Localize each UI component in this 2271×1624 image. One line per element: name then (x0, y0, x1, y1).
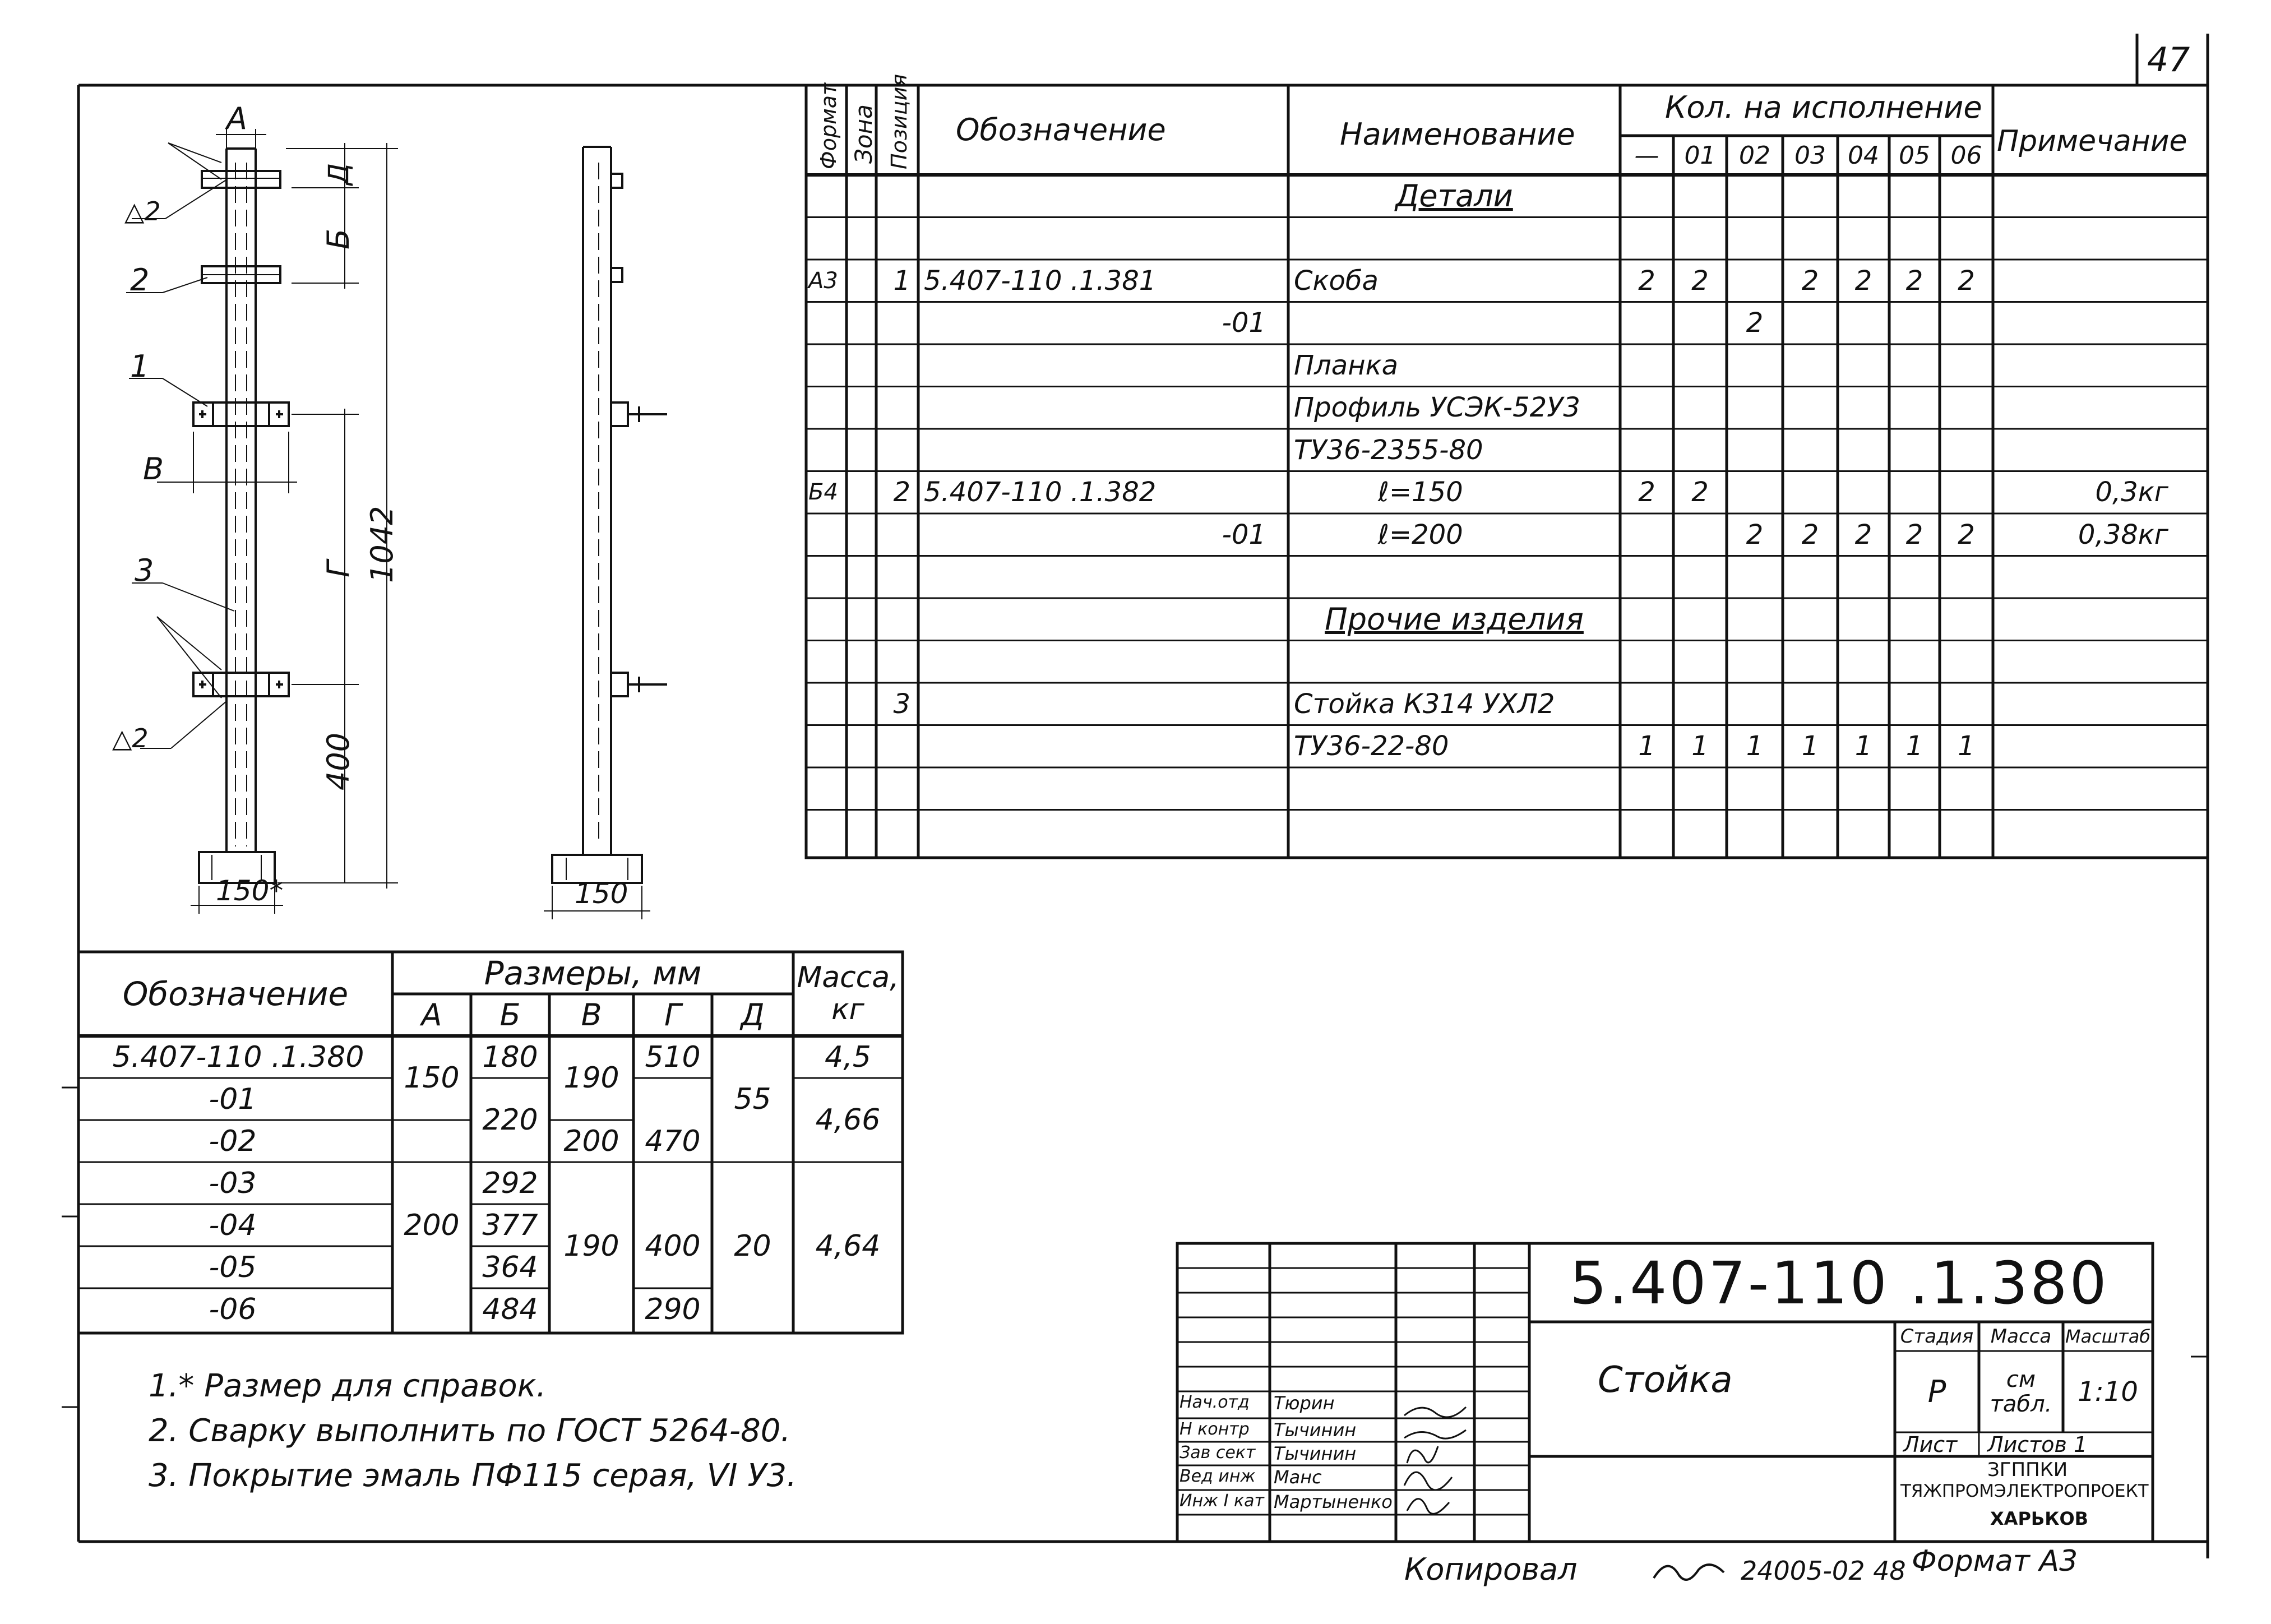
dim-B: 220 (482, 1103, 538, 1137)
spec-qty (1727, 429, 1783, 471)
spec-qty (1727, 598, 1783, 641)
spec-qty (1889, 387, 1940, 429)
spec-section-title: Прочие изделия (1325, 602, 1584, 637)
spec-qty (1783, 218, 1838, 260)
dim-mass: 4,66 (815, 1103, 881, 1137)
dim-V: 190 (563, 1229, 619, 1263)
spec-qty (1673, 344, 1727, 387)
spec-name: ℓ=150 (1378, 476, 1463, 508)
spec-qty (1940, 683, 1993, 725)
spec-qty (1727, 810, 1783, 853)
dim-G: 470 (645, 1124, 701, 1158)
spec-qty (1940, 767, 1993, 810)
spec-qty: 2 (1801, 519, 1819, 550)
spec-qty (1727, 556, 1783, 599)
staff-role: Зав сект (1180, 1443, 1256, 1463)
spec-qty (1838, 641, 1889, 683)
spec-qty (1783, 641, 1838, 683)
spec-qty (1940, 302, 1993, 345)
spec-qty: 2 (1801, 265, 1819, 297)
spec-qty (1673, 302, 1727, 345)
spec-qty (1783, 810, 1838, 853)
spec-name: Скоба (1294, 265, 1379, 297)
spec-qty (1673, 175, 1727, 218)
spec-qty (1673, 429, 1727, 471)
spec-qty (1889, 175, 1940, 218)
spec-qty (1940, 471, 1993, 514)
spec-qty (1889, 344, 1940, 387)
spec-note (1993, 725, 2208, 768)
spec-qty: 2 (1905, 265, 1923, 297)
dim-col-header: А (421, 997, 442, 1033)
org-line-1: ЗГППКИ (1987, 1459, 2068, 1481)
spec-format (806, 810, 847, 853)
spec-position (876, 513, 918, 556)
spec-qty: 2 (1746, 307, 1764, 339)
spec-qty (1620, 513, 1673, 556)
spec-qty: 2 (1746, 519, 1764, 550)
spec-note (1993, 344, 2208, 387)
spec-format: А3 (808, 267, 838, 294)
spec-qty (1727, 641, 1783, 683)
staff-name: Манс (1274, 1466, 1322, 1488)
spec-note (1993, 767, 2208, 810)
spec-designation (918, 218, 1288, 260)
spec-qty (1620, 429, 1673, 471)
dim-header-mass: Масса, кг (797, 960, 899, 1026)
label-pos-3: 3 (135, 553, 154, 588)
spec-qty (1620, 810, 1673, 853)
page-number: 47 (2147, 40, 2190, 80)
header-qty-group: Кол. на исполнение (1665, 90, 1982, 125)
dim-B: 364 (482, 1250, 538, 1284)
spec-format (806, 387, 847, 429)
spec-qty (1727, 471, 1783, 514)
label-base-front: 150* (216, 875, 284, 907)
staff-name: Мартыненко (1274, 1491, 1393, 1512)
spec-qty (1727, 387, 1783, 429)
spec-name (1288, 641, 1620, 683)
spec-qty: 2 (1854, 265, 1872, 297)
weld-symbol-top: △2 (124, 196, 161, 226)
spec-qty (1940, 387, 1993, 429)
spec-note (1993, 260, 2208, 302)
spec-qty (1940, 344, 1993, 387)
spec-qty (1620, 302, 1673, 345)
staff-name: Тычинин (1274, 1419, 1357, 1441)
dim-col-header: Г (664, 997, 682, 1033)
spec-name (1288, 810, 1620, 853)
spec-qty (1783, 598, 1838, 641)
spec-designation (918, 556, 1288, 599)
spec-qty (1889, 810, 1940, 853)
spec-designation: 5.407-110 .1.381 (924, 265, 1157, 297)
spec-qty (1889, 641, 1940, 683)
staff-role: Вед инж (1180, 1466, 1256, 1486)
spec-qty (1838, 810, 1889, 853)
spec-note: 0,38кг (2078, 519, 2168, 550)
spec-name: Планка (1294, 349, 1398, 381)
spec-qty (1620, 641, 1673, 683)
dim-col-header: В (581, 997, 602, 1033)
spec-qty (1620, 344, 1673, 387)
spec-position (876, 302, 918, 345)
spec-position (876, 556, 918, 599)
dim-designation: -03 (209, 1166, 257, 1200)
spec-qty (1783, 344, 1838, 387)
side-view (544, 147, 667, 919)
dim-designation: -04 (209, 1208, 257, 1242)
header-variant: 06 (1950, 141, 1982, 170)
signatures (1404, 1407, 1466, 1514)
doc-code: 5.407-110 .1.380 (1570, 1249, 2109, 1317)
header-position: Позиция (887, 73, 912, 169)
note-1: 1.* Размер для справок. (149, 1368, 547, 1404)
spec-qty: 1 (1746, 730, 1764, 762)
spec-qty: 1 (1905, 730, 1923, 762)
spec-qty (1673, 218, 1727, 260)
org-line-2: ТЯЖПРОМЭЛЕКТРОПРОЕКТ (1900, 1481, 2149, 1501)
dim-mass: 4,64 (815, 1229, 881, 1263)
spec-name: ℓ=200 (1378, 519, 1463, 550)
spec-format (806, 556, 847, 599)
dim-G: 290 (645, 1292, 701, 1326)
spec-designation (918, 175, 1288, 218)
spec-qty (1727, 767, 1783, 810)
dim-G: 510 (645, 1040, 701, 1074)
spec-format (806, 513, 847, 556)
spec-designation (918, 725, 1288, 768)
stage-value: Р (1927, 1374, 1946, 1409)
spec-position (876, 767, 918, 810)
spec-qty (1838, 471, 1889, 514)
spec-qty: 2 (1905, 519, 1923, 550)
spec-qty (1620, 767, 1673, 810)
dim-col-header: Б (499, 997, 521, 1033)
spec-qty (1940, 641, 1993, 683)
spec-qty (1783, 429, 1838, 471)
spec-note (1993, 302, 2208, 345)
dim-A: 150 (404, 1061, 460, 1095)
stage-label: Стадия (1900, 1325, 1974, 1348)
dim-col-header: Д (741, 997, 765, 1033)
label-B: Б (321, 228, 356, 249)
spec-designation (918, 344, 1288, 387)
spec-qty (1838, 387, 1889, 429)
note-2: 2. Сварку выполнить по ГОСТ 5264-80. (149, 1413, 791, 1449)
spec-position (876, 344, 918, 387)
spec-designation (918, 683, 1288, 725)
spec-qty (1940, 810, 1993, 853)
spec-position (876, 725, 918, 768)
spec-format (806, 641, 847, 683)
dim-V: 190 (563, 1061, 619, 1095)
spec-qty: 1 (1958, 730, 1975, 762)
dim-B: 180 (482, 1040, 538, 1074)
spec-qty (1673, 556, 1727, 599)
spec-qty (1889, 683, 1940, 725)
header-designation: Обозначение (956, 112, 1166, 147)
spec-qty (1783, 387, 1838, 429)
label-base-side: 150 (575, 877, 628, 910)
header-note: Примечание (1997, 124, 2187, 158)
header-zone: Зона (850, 104, 877, 164)
spec-note (1993, 598, 2208, 641)
spec-qty: 2 (1854, 519, 1872, 550)
spec-note (1993, 556, 2208, 599)
sheets-label: Листов 1 (1987, 1432, 2088, 1457)
spec-qty (1889, 471, 1940, 514)
spec-position (876, 641, 918, 683)
spec-position (876, 218, 918, 260)
spec-qty (1838, 175, 1889, 218)
spec-qty (1620, 556, 1673, 599)
spec-qty (1940, 175, 1993, 218)
spec-format (806, 683, 847, 725)
spec-qty (1889, 598, 1940, 641)
spec-designation (918, 429, 1288, 471)
dim-designation: -06 (209, 1292, 257, 1326)
spec-qty (1889, 556, 1940, 599)
staff-name: Тюрин (1274, 1392, 1335, 1414)
spec-position: 1 (893, 265, 910, 297)
spec-qty (1673, 387, 1727, 429)
header-variant: 04 (1848, 141, 1879, 170)
label-total: 1042 (364, 506, 400, 583)
dim-mass: 4,5 (825, 1040, 871, 1074)
spec-qty: 2 (1958, 519, 1975, 550)
spec-position: 2 (893, 476, 910, 508)
dim-B: 484 (482, 1292, 538, 1326)
spec-format (806, 767, 847, 810)
spec-format: Б4 (808, 479, 838, 506)
label-A: А (226, 101, 247, 136)
spec-format (806, 598, 847, 641)
dim-designation: -05 (209, 1250, 257, 1284)
header-name: Наименование (1340, 117, 1575, 152)
spec-format (806, 725, 847, 768)
spec-qty (1940, 429, 1993, 471)
spec-note (1993, 683, 2208, 725)
spec-qty: 2 (1691, 476, 1709, 508)
spec-qty (1889, 429, 1940, 471)
dim-header-designation: Обозначение (122, 975, 349, 1013)
spec-format (806, 302, 847, 345)
spec-qty (1727, 344, 1783, 387)
spec-name (1288, 767, 1620, 810)
spec-position (876, 429, 918, 471)
spec-qty (1673, 598, 1727, 641)
format-label: Формат А3 (1912, 1544, 2078, 1578)
spec-qty (1727, 175, 1783, 218)
spec-qty (1620, 175, 1673, 218)
staff-role: Нач.отд (1180, 1392, 1250, 1412)
spec-qty (1838, 767, 1889, 810)
spec-note (1993, 387, 2208, 429)
spec-name (1288, 218, 1620, 260)
header-variant: 03 (1794, 141, 1826, 170)
spec-name: Профиль УСЭК-52У3 (1294, 392, 1580, 424)
spec-qty (1673, 513, 1727, 556)
spec-qty (1838, 683, 1889, 725)
sheet-label: Лист (1903, 1432, 1958, 1457)
weld-symbol-bottom: △2 (112, 723, 149, 753)
label-pos-2: 2 (130, 262, 150, 298)
dim-B: 377 (482, 1208, 538, 1242)
doc-title: Стойка (1598, 1359, 1733, 1401)
staff-role: Инж I кат (1180, 1491, 1264, 1511)
spec-qty (1838, 218, 1889, 260)
spec-format (806, 218, 847, 260)
spec-qty (1783, 556, 1838, 599)
spec-format (806, 344, 847, 387)
header-variant: 05 (1899, 141, 1930, 170)
mass-value: см табл. (1990, 1366, 2052, 1417)
spec-qty (1783, 302, 1838, 345)
scale-value: 1:10 (2078, 1376, 2138, 1408)
label-lower: 400 (321, 732, 356, 790)
spec-qty (1620, 683, 1673, 725)
spec-qty (1889, 767, 1940, 810)
spec-position: 3 (893, 688, 910, 720)
spec-note: 0,3кг (2095, 476, 2168, 508)
spec-qty: 2 (1691, 265, 1709, 297)
spec-note (1993, 810, 2208, 853)
note-3: 3. Покрытие эмаль ПФ115 серая, VI У3. (149, 1458, 797, 1494)
spec-qty: 1 (1854, 730, 1872, 762)
spec-section-title: Детали (1395, 178, 1513, 214)
dim-A: 200 (404, 1208, 460, 1242)
spec-qty (1727, 260, 1783, 302)
scale-label: Масштаб (2065, 1326, 2151, 1347)
spec-qty: 1 (1801, 730, 1819, 762)
staff-name: Тычинин (1274, 1443, 1357, 1464)
spec-format (806, 175, 847, 218)
dim-V: 200 (563, 1124, 619, 1158)
spec-qty (1838, 598, 1889, 641)
spec-qty: 1 (1638, 730, 1655, 762)
spec-name (1288, 556, 1620, 599)
dim-designation: -01 (209, 1082, 257, 1116)
spec-designation (918, 641, 1288, 683)
spec-designation (918, 767, 1288, 810)
spec-designation (918, 598, 1288, 641)
spec-qty (1783, 767, 1838, 810)
spec-qty (1783, 683, 1838, 725)
staff-role: Н контр (1180, 1419, 1250, 1439)
header-format: Формат (816, 82, 841, 169)
spec-qty (1620, 387, 1673, 429)
spec-note (1993, 641, 2208, 683)
spec-qty (1727, 218, 1783, 260)
label-pos-1: 1 (130, 349, 150, 384)
spec-qty (1940, 556, 1993, 599)
spec-name: ТУ36-22-80 (1294, 730, 1449, 762)
spec-qty (1620, 218, 1673, 260)
copied-by-label: Копировал (1404, 1552, 1578, 1587)
spec-qty (1673, 810, 1727, 853)
spec-qty (1838, 344, 1889, 387)
front-view (126, 129, 398, 914)
spec-note (1993, 175, 2208, 218)
spec-qty (1783, 471, 1838, 514)
spec-qty (1783, 175, 1838, 218)
header-variant: 01 (1684, 141, 1716, 170)
spec-position (876, 175, 918, 218)
copyist-signature (1654, 1565, 1724, 1580)
dim-D: 20 (734, 1229, 771, 1263)
spec-designation (918, 810, 1288, 853)
spec-name: Стойка К314 УХЛ2 (1294, 688, 1555, 720)
spec-designation: -01 (1222, 307, 1266, 339)
spec-name: ТУ36-2355-80 (1294, 434, 1483, 466)
spec-note (1993, 218, 2208, 260)
spec-qty (1889, 218, 1940, 260)
spec-format (806, 429, 847, 471)
label-G: Г (321, 560, 356, 577)
spec-qty (1620, 598, 1673, 641)
spec-qty (1673, 767, 1727, 810)
spec-qty (1838, 429, 1889, 471)
dim-header-sizes: Размеры, мм (484, 954, 702, 992)
spec-qty: 2 (1638, 476, 1655, 508)
spec-qty (1673, 641, 1727, 683)
dim-designation: 5.407-110 .1.380 (112, 1040, 364, 1074)
spec-name (1288, 302, 1620, 345)
spec-qty (1889, 302, 1940, 345)
spec-position (876, 810, 918, 853)
dim-designation: -02 (209, 1124, 257, 1158)
spec-qty (1838, 556, 1889, 599)
spec-designation (918, 387, 1288, 429)
spec-qty (1727, 683, 1783, 725)
header-variant: 02 (1739, 141, 1770, 170)
spec-qty (1838, 302, 1889, 345)
spec-qty (1673, 683, 1727, 725)
spec-qty: 1 (1691, 730, 1709, 762)
label-V: В (143, 451, 164, 487)
spec-designation: -01 (1222, 519, 1266, 550)
dim-D: 55 (734, 1082, 771, 1116)
spec-designation: 5.407-110 .1.382 (924, 476, 1157, 508)
spec-position (876, 598, 918, 641)
dim-G: 400 (645, 1229, 701, 1263)
copy-number: 24005-02 48 (1741, 1556, 1906, 1586)
org-line-3: ХАРЬКОВ (1990, 1508, 2089, 1529)
label-D: Д (322, 163, 355, 185)
mass-label: Масса (1990, 1325, 2052, 1348)
spec-qty: 2 (1638, 265, 1655, 297)
spec-note (1993, 429, 2208, 471)
spec-qty: 2 (1958, 265, 1975, 297)
spec-qty (1940, 598, 1993, 641)
header-variant: — (1634, 141, 1659, 170)
dim-B: 292 (482, 1166, 538, 1200)
spec-position (876, 387, 918, 429)
spec-qty (1940, 218, 1993, 260)
